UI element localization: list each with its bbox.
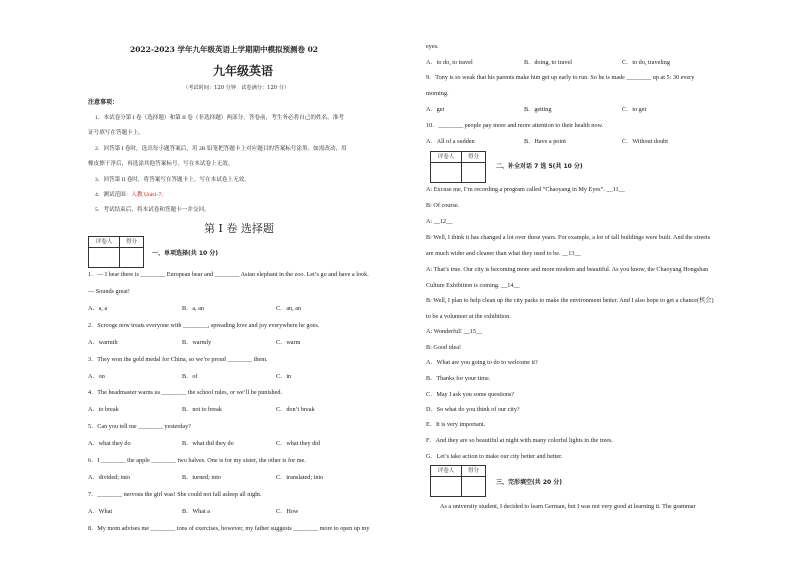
q4: 4．The headmaster warns us ________ the school rules, or we’ll be punished. — [88, 389, 283, 396]
q8-continued: eyes. — [426, 43, 439, 50]
q3-options — [88, 373, 370, 381]
dialog-line-3: A: __12__ — [426, 218, 453, 225]
q3: 3．They won the gold medal for China, so we’re proud ________ them. — [88, 356, 268, 363]
dialog-option-e: E．It is very important. — [426, 421, 486, 428]
score-box-3 — [430, 465, 486, 497]
q6-options — [88, 474, 370, 482]
note-3: 3．回答第 II 卷时，将答案写在答题卡上。写在本试卷上无效。 — [95, 177, 250, 183]
section-1-heading: 一、单项选择(共 10 分) — [152, 250, 219, 257]
note-1a: 1．本试卷分第 I 卷（选择题）和第 II 卷（非选择题）两部分。答卷前，考生务必将自己的姓名、准考 — [95, 115, 344, 121]
q4-opt-a: A．to break — [88, 406, 119, 413]
q2-options — [88, 339, 370, 347]
q1-opt-b: B．a, an — [182, 305, 204, 312]
q8-options — [426, 59, 716, 67]
score-label: 得分 — [462, 466, 485, 477]
q3-opt-b: B．of — [182, 373, 198, 380]
dialog-option-b: B．Thanks for your time. — [426, 375, 491, 382]
q8-opt-b: B．doing, to travel — [524, 59, 572, 66]
q2-opt-c: C．warm — [276, 339, 301, 346]
note-4 — [95, 191, 167, 199]
q5: 5．Can you tell me ________ yesterday? — [88, 423, 191, 430]
q3-opt-a: A．on — [88, 373, 105, 380]
q10-opt-b: B．Have a point — [524, 138, 566, 145]
right-column — [426, 0, 766, 562]
q9-opt-a: A．get — [426, 106, 445, 113]
dialog-line-5: are much wider and cleaner than what they used to be. __13__ — [426, 250, 581, 257]
exam-title: 2022-2023 学年九年级英语上学期期中模拟预测卷 02 — [130, 45, 319, 54]
section-2-heading: 二、补全对话 7 选 5(共 10 分) — [496, 163, 583, 170]
q5-opt-b: B．what did they do — [182, 440, 234, 447]
q5-opt-a: A．what they do — [88, 440, 131, 447]
q1-reply: — Sounds great! — [88, 288, 130, 295]
grade-title: 九年级英语 — [213, 64, 274, 78]
dialog-line-7: Culture Exhibition is coming. __14__ — [426, 282, 520, 289]
q10-opt-a: A．All of a sudden — [426, 138, 475, 145]
q7-opt-a: A．What — [88, 508, 113, 515]
reviewer-label: 评卷人 — [431, 152, 462, 163]
q6-opt-b: B．turned; into — [182, 474, 222, 481]
q8-opt-a: A．to do, to travel — [426, 59, 473, 66]
volume-title: 第 I 卷 选择题 — [204, 222, 274, 235]
section-3-heading: 三、完形填空(共 20 分) — [496, 479, 563, 486]
left-column — [80, 0, 410, 562]
q4-opt-b: B．not to break — [182, 406, 222, 413]
cloze-first-line: As a university student, I decided to learn German, but I was not very good at learning it. The grammar — [440, 503, 696, 510]
q9-opt-c: C．to get — [622, 106, 647, 113]
score-box-1 — [88, 236, 144, 268]
q6-opt-c: C．translated; into — [276, 474, 324, 481]
q2-opt-a: A．warmth — [88, 339, 118, 346]
q7-options — [88, 508, 370, 516]
dialog-line-11: B: Good idea! — [426, 344, 462, 351]
reviewer-cell — [431, 163, 462, 182]
q7-opt-b: B．What a — [182, 508, 211, 515]
q9: 9．Tony is so weak that his parents make him get up early to run. So he is made ________ up at 5: 30 every — [426, 74, 695, 81]
q5-opt-c: C．what they did — [276, 440, 320, 447]
q7: 7．________ nervous the girl was! She could not fall asleep all night. — [88, 491, 262, 498]
q8: 8．My mom advises me ________ tons of exercises, however, my father suggests ________ more to open up my — [88, 525, 370, 532]
dialog-option-g: G．Let’s take action to make our city better and better. — [426, 453, 563, 460]
dialog-line-1: A: Excuse me, I’m recording a program called “Chaoyang in My Eyes”. __11__ — [426, 186, 625, 193]
dialog-option-f: F．And they are so beautiful at night with many colorful lights in the trees. — [426, 437, 613, 444]
q4-options — [88, 406, 370, 414]
q4-opt-c: C．don’t break — [276, 406, 315, 413]
q9-continued: morning. — [426, 90, 449, 97]
test-scope: 人教 Unit1-7。 — [131, 192, 167, 198]
dialog-line-4: B: Well, I think it has changed a lot over these years. For example, a lot of tall buildings were built. And the streets — [426, 234, 711, 241]
q1-opt-c: C．an, an — [276, 305, 302, 312]
reviewer-cell — [431, 477, 462, 496]
dialog-option-d: D．So what do you think of our city? — [426, 406, 520, 413]
q1: 1．— I hear there is ________ European bear and ________ Asian elephant in the zoo. Let’s go and have a look. — [88, 271, 369, 278]
q6-opt-a: A．divided; into — [88, 474, 131, 481]
q7-opt-c: C．How — [276, 508, 299, 515]
q5-options — [88, 440, 370, 448]
q6: 6．I ________ the apple ________ two halves. One is for my sister, the other is for me. — [88, 457, 306, 464]
q8-opt-c: C．to do, traveling — [622, 59, 670, 66]
q3-opt-c: C．in — [276, 373, 292, 380]
note-4-label: 4．测试范围： — [95, 192, 132, 198]
dialog-line-8: B: Well, I plan to help clean up the city parks to make the environment better. And I also hope to get a chance(机会) — [426, 297, 714, 304]
reviewer-cell — [89, 248, 120, 267]
dialog-line-10: A: Wonderful! __15__ — [426, 328, 483, 335]
score-label: 得分 — [120, 237, 143, 248]
q2-opt-b: B．warmly — [182, 339, 212, 346]
q10-opt-c: C．Without doubt — [622, 138, 668, 145]
q9-options — [426, 106, 716, 114]
q1-opt-a: A．a, a — [88, 305, 108, 312]
q9-opt-b: B．getting — [524, 106, 552, 113]
reviewer-label: 评卷人 — [431, 466, 462, 477]
note-2b: 橡皮擦干净后，再选涂其他答案标号。写在本试卷上无效。 — [88, 161, 234, 167]
note-2a: 2．回答第 I 卷时，选出每小题答案后，用 2B 铅笔把答题卡上对应题目的答案标号涂黑。如需改动，用 — [95, 146, 347, 152]
note-1b: 证号填写在答题卡上。 — [88, 130, 144, 136]
dialog-line-2: B: Of course. — [426, 202, 460, 209]
q2: 2．Scrooge now treats everyone with ________, spreading love and joy everywhere he goes. — [88, 322, 320, 329]
dialog-option-a: A．What are you going to do to welcome it? — [426, 359, 538, 366]
score-box-2 — [430, 151, 486, 183]
note-5: 5．考试结束后，将本试卷和答题卡一并交回。 — [95, 207, 210, 213]
dialog-line-9: to be a volunteer at the exhibition. — [426, 313, 511, 320]
score-label: 得分 — [462, 152, 485, 163]
q1-options — [88, 305, 370, 313]
time-note: （考试时间：120 分钟 试卷满分：120 分） — [183, 85, 290, 91]
q10-options — [426, 138, 716, 146]
dialog-line-6: A: That’s true. Our city is becoming more and more modern and beautiful. As you know, the Chaoyang Hongshan — [426, 266, 709, 273]
reviewer-label: 评卷人 — [89, 237, 120, 248]
dialog-option-c: C．May I ask you some questions? — [426, 391, 515, 398]
notes-heading: 注意事项： — [88, 100, 119, 106]
q10: 10．________ people pay more and more attention to their health now. — [426, 122, 604, 129]
